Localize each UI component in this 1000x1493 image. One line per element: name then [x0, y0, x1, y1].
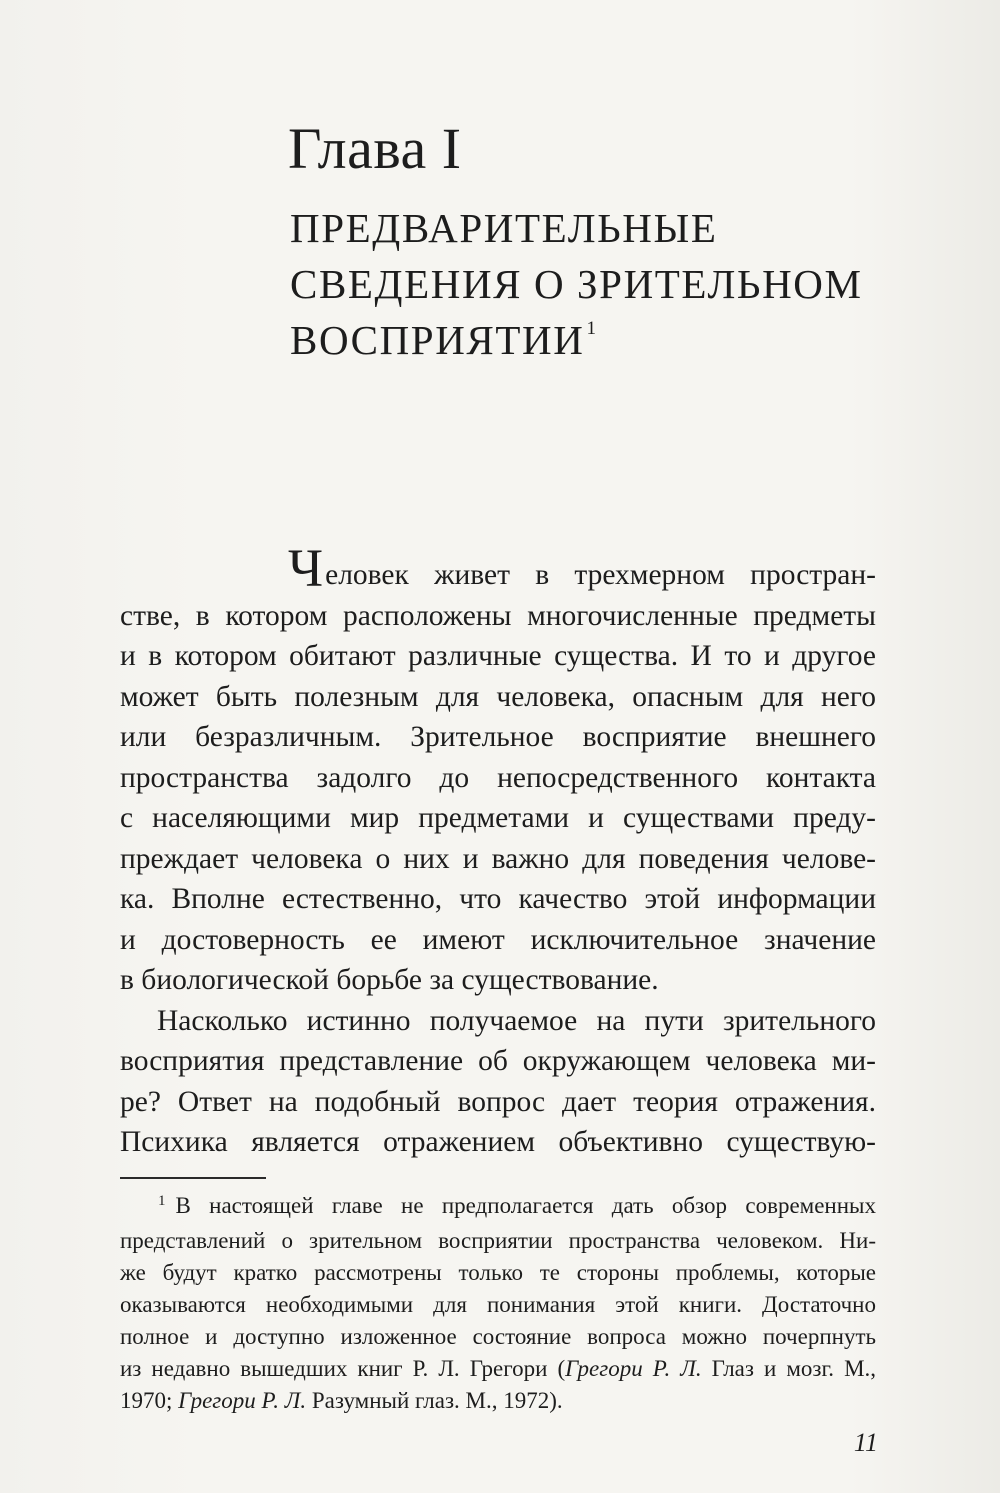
text-line: может быть полезным для человека, опасным для него: [120, 680, 876, 713]
footnote-line: полное и доступно изложенное состояние вопроса можно почерпнуть: [120, 1324, 876, 1349]
text-line: ка. Вполне естественно, что качество этой информации: [120, 883, 876, 915]
text-line: преждает человека о них и важно для поведения челове-: [120, 842, 876, 875]
text-line: восприятия представление об окружающем человека ми-: [120, 1045, 876, 1077]
footnote-line: из недавно вышедших книг Р. Л. Грегори (Грегори Р. Л. Глаз и мозг. М.,: [120, 1356, 877, 1381]
text-line: в биологической борьбе за существование.: [120, 964, 659, 996]
chapter-title-line: [290, 312, 863, 377]
text-line: Психика является отражением объективно существую-: [120, 1126, 876, 1158]
chapter-title-line: СВЕДЕНИЯ О ЗРИТЕЛЬНОМ: [290, 261, 863, 307]
footnote-divider: [120, 1177, 266, 1179]
text-line: и достоверность ее имеют исключительное значение: [120, 923, 876, 956]
footnote-line: оказываются необходимыми для понимания этой книги. Достаточно: [120, 1292, 876, 1317]
text-line: с населяющими мир предметами и существами преду-: [120, 802, 876, 834]
footnote-marker: 1: [158, 1193, 166, 1209]
text-line: стве, в котором расположены многочисленные предметы: [120, 599, 876, 632]
footnote-line: 1970; Грегори Р. Л. Разумный глаз. М., 1972).: [120, 1388, 563, 1413]
footnote-line: представлений о зрительном восприятии пространства человеком. Ни-: [120, 1228, 876, 1253]
footnote-line: 1 В настоящей главе не предполагается дать обзор современных: [120, 1190, 876, 1225]
text-line: пространства задолго до непосредственного контакта: [120, 761, 876, 794]
text-line: и в котором обитают различные существа. И то и другое: [120, 640, 876, 672]
chapter-title: [290, 200, 863, 377]
footnote-line: же будут кратко рассмотрены только те стороны проблемы, которые: [120, 1260, 876, 1285]
footnote-reference[interactable]: 1: [586, 318, 596, 339]
text-line: Человек живет в трехмерном простран-: [288, 538, 876, 598]
page-number: 11: [853, 1428, 878, 1457]
text-line: или безразличным. Зрительное восприятие внешнего: [120, 721, 876, 753]
author-citation: Грегори Р. Л.: [178, 1388, 307, 1413]
chapter-title-line-text: ВОСПРИЯТИИ: [290, 317, 585, 363]
drop-cap: Ч: [288, 538, 324, 598]
chapter-title-line: ПРЕДВАРИТЕЛЬНЫЕ: [290, 205, 718, 251]
footnote: [120, 1190, 876, 1417]
chapter-number: Глава I: [288, 116, 462, 181]
text-line: Насколько истинно получаемое на пути зрительного: [157, 1004, 876, 1037]
body-text: [120, 538, 876, 1163]
text-line: ре? Ответ на подобный вопрос дает теория отражения.: [120, 1085, 876, 1118]
author-citation: Грегори Р. Л.: [565, 1356, 702, 1381]
